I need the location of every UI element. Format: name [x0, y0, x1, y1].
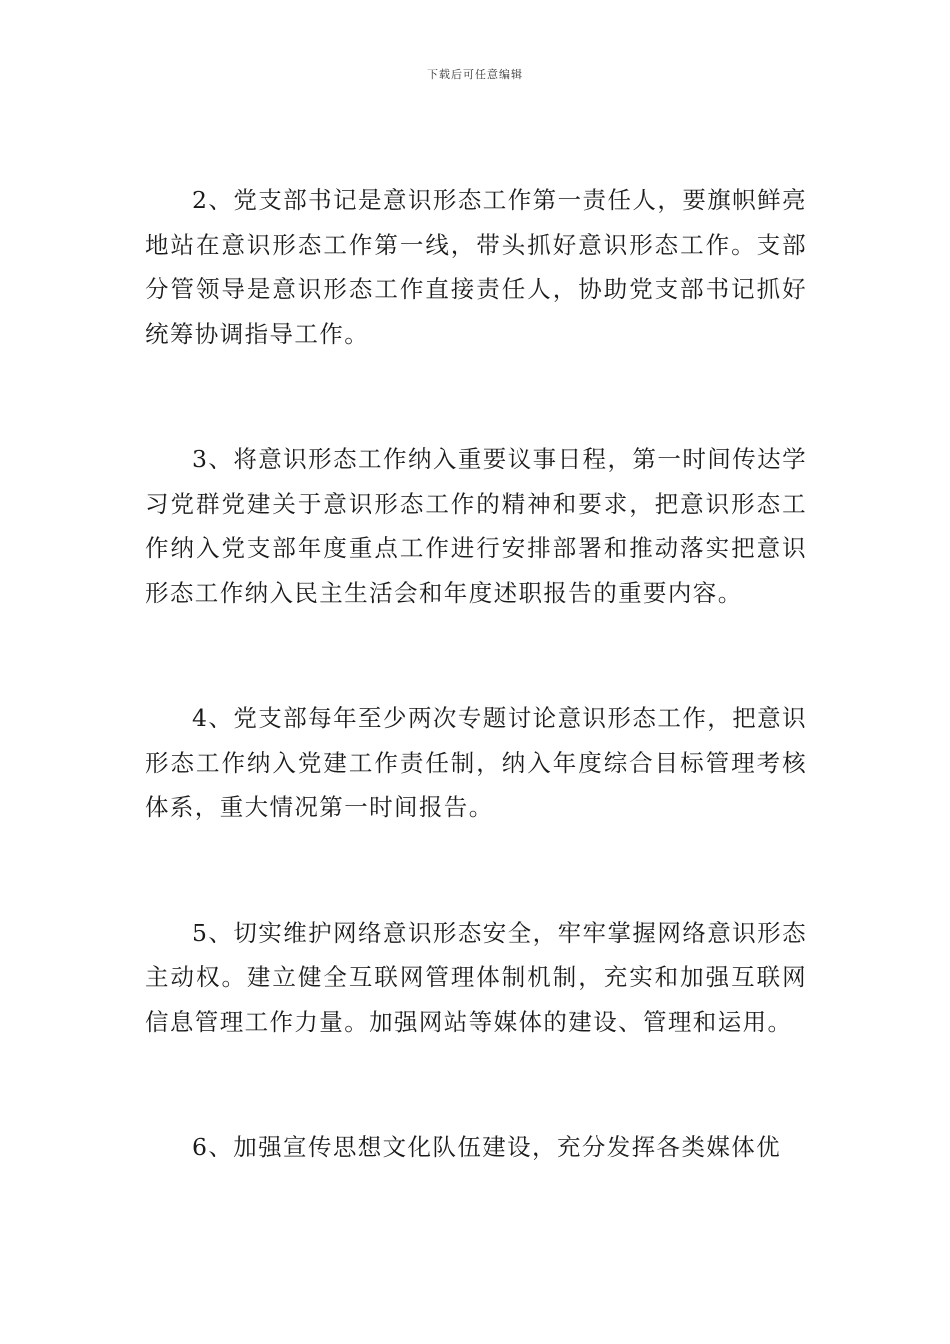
paragraph-item-4: 4、党支部每年至少两次专题讨论意识形态工作，把意识形态工作纳入党建工作责任制，纳入年度综合目标管理考核体系，重大情况第一时间报告。 [145, 704, 807, 821]
paragraph-item-6: 6、加强宣传思想文化队伍建设，充分发挥各类媒体优 [192, 1133, 782, 1161]
document-body [145, 178, 807, 1170]
header-note: 下载后可任意编辑 [427, 68, 523, 81]
paragraph-item-5: 5、切实维护网络意识形态安全，牢牢掌握网络意识形态主动权。建立健全互联网管理体制机制，充实和加强互联网信息管理工作力量。加强网站等媒体的建设、管理和运用。 [145, 918, 807, 1036]
paragraph-item-2: 2、党支部书记是意识形态工作第一责任人，要旗帜鲜亮地站在意识形态工作第一线，带头抓好意识形态工作。支部分管领导是意识形态工作直接责任人，协助党支部书记抓好统筹协调指导工作。 [145, 186, 807, 348]
paragraph-item-3: 3、将意识形态工作纳入重要议事日程，第一时间传达学习党群党建关于意识形态工作的精神和要求，把意识形态工作纳入党支部年度重点工作进行安排部署和推动落实把意识形态工作纳入民主生活会和年度述职报告的重要内容。 [145, 445, 807, 607]
